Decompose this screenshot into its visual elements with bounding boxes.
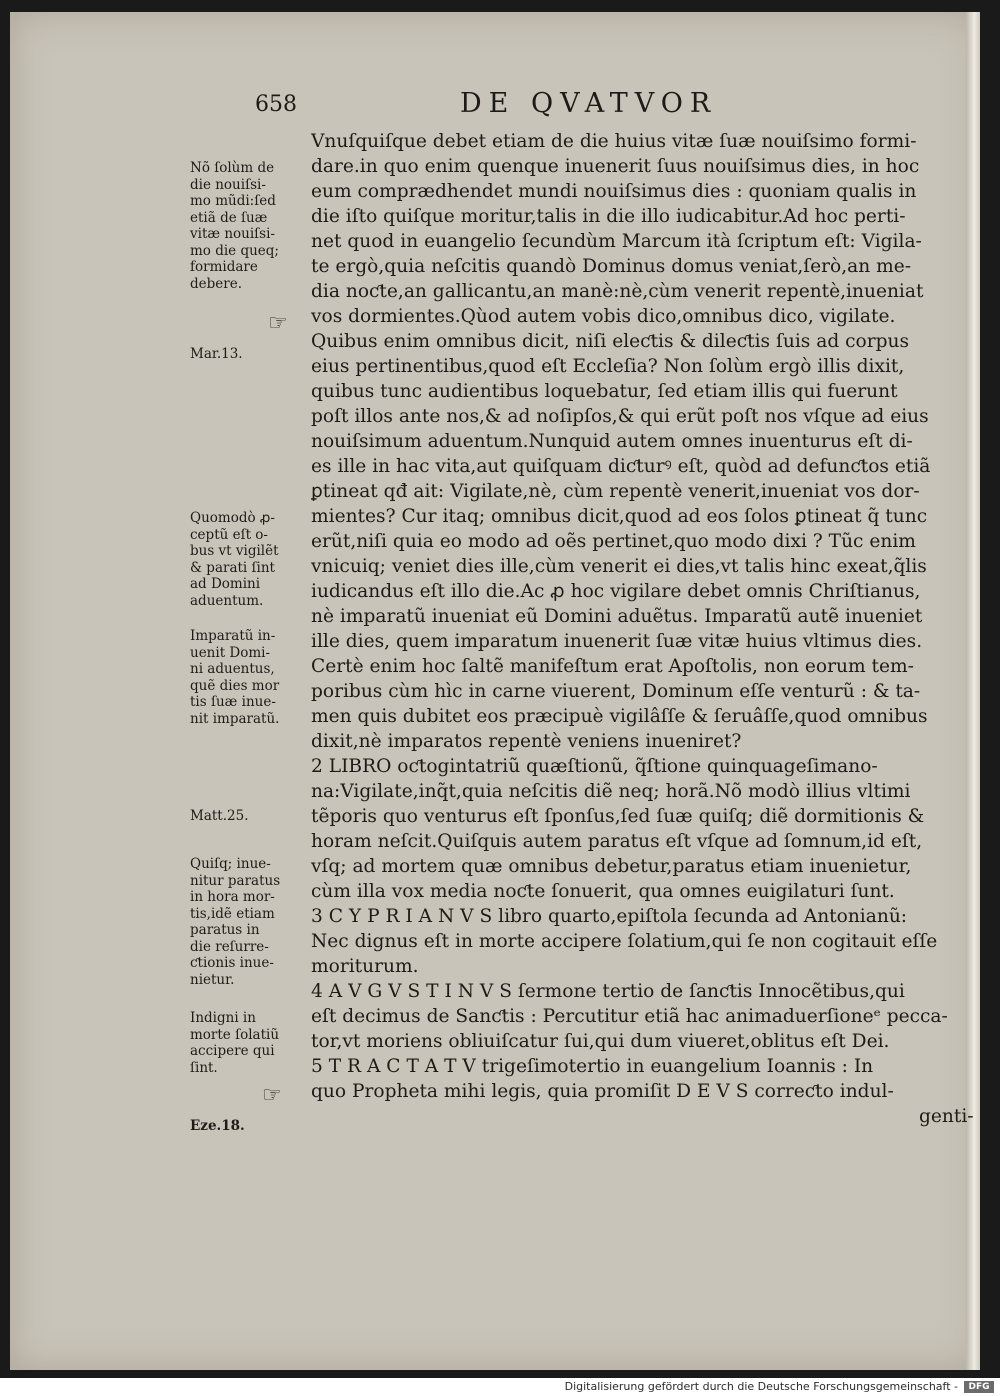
text-line: dixit,nè imparatos repentè veniens inueniret?	[311, 731, 742, 752]
text-line: na:Vigilate,inq̃t,quia neſcitis diẽ neq; horã.Nõ modò illius vltimi	[311, 781, 911, 802]
main-text	[311, 130, 979, 1180]
text-line: 4 A V G V S T I N V S ſermone tertio de ſanƈtis Innocẽtibus,qui	[311, 981, 905, 1002]
margin-notes	[190, 150, 308, 1150]
text-line: Certè enim hoc ſaltẽ manifeſtum erat Apoſtolis, non eorum tem-	[311, 656, 914, 677]
text-line: vſq; ad mortem quæ omnibus debetur,paratus etiam inuenietur,	[311, 856, 912, 877]
text-line: horam neſcit.Quiſquis autem paratus eſt vſque ad ſomnum,id eſt,	[311, 831, 923, 852]
page-header	[255, 88, 810, 124]
text-line: Vnuſquiſque debet etiam de die huius vitæ ſuæ nouiſsimo formi-	[311, 131, 917, 152]
margin-note: Indigni in morte ſolatiũ accipere qui ſint.	[190, 1010, 280, 1076]
text-line: mientes? Cur itaq; omnibus dicit,quod ad eos ſolos ꝑtineat q̃ tunc	[311, 506, 928, 527]
margin-reference: Matt.25.	[190, 808, 249, 824]
catchword: genti-	[919, 1106, 974, 1127]
footer-credit: Digitalisierung gefördert durch die Deutsche Forschungsgemeinschaft -	[564, 1380, 958, 1393]
text-line: te ergò,quia neſcitis quandò Dominus domus veniat,ſerò,an me-	[311, 256, 912, 277]
text-line: die iſto quiſque moritur,talis in die illo iudicabitur.Ad hoc perti-	[311, 206, 906, 227]
text-line: men quis dubitet eos præcipuè vigilâſſe & ſeruâſſe,quod omnibus	[311, 706, 928, 727]
text-line: ille dies, quem imparatum inuenerit ſuæ vitæ huius vltimus dies.	[311, 631, 923, 652]
text-line: poſt illos ante nos,& ad noſipſos,& qui erũt poſt nos vſque ad eius	[311, 406, 929, 427]
text-line: eius pertinentibus,quod eſt Eccleſia? Non ſolùm ergò illis dixit,	[311, 356, 905, 377]
text-line: quo Propheta mihi legis, quia promiſit D E V S correƈto indul-	[311, 1081, 894, 1102]
text-line: moriturum.	[311, 956, 419, 977]
text-line: vos dormientes.Qùod autem vobis dico,omnibus dico, vigilate.	[311, 306, 896, 327]
running-head: DE QVATVOR	[460, 88, 718, 119]
text-line: 3 C Y P R I A N V S libro quarto,epiſtola ſecunda ad Antonianũ:	[311, 906, 908, 927]
text-line: Nec dignus eſt in morte accipere ſolatium,qui ſe non cogitauit eſſe	[311, 931, 938, 952]
margin-note: Quiſq; inue- nitur paratus in hora mor- tis,idẽ etiam paratus in die reſurre- ƈtionis inue- nietur.	[190, 856, 281, 988]
text-line: dare.in quo enim quenque inuenerit ſuus nouiſsimus dies, in hoc	[311, 156, 920, 177]
text-line: tor,vt moriens obliuiſcatur ſui,qui dum viueret,oblitus eſt Dei.	[311, 1031, 890, 1052]
digitization-footer	[0, 1378, 1000, 1396]
margin-note: Nõ ſolùm de die nouiſsi- mo mũdi:ſed etiã de ſuæ vitæ nouiſsi- mo die queq; formidare debere.	[190, 160, 279, 292]
text-line: dia noƈte,an gallicantu,an manè:nè,cùm venerit repentè,inueniat	[311, 281, 924, 302]
margin-note: Quomodò ꝓ- ceptũ eſt o- bus vt vigilẽt & parati ſint ad Domini aduentum.	[190, 510, 279, 609]
text-line: poribus cùm hìc in carne viuerent, Dominum eſſe venturũ : & ta-	[311, 681, 921, 702]
pointing-hand-icon: ☞	[268, 311, 288, 336]
text-line: quibus tunc audientibus loquebatur, ſed etiam illis qui fuerunt	[311, 381, 898, 402]
text-line: iudicandus eſt illo die.Ac ꝓ hoc vigilare debet omnis Chriſtianus,	[311, 581, 921, 602]
text-line: ꝑtineat qđ ait: Vigilate,nè, cùm repentè venerit,inueniat vos dor-	[311, 481, 920, 502]
text-line: nouiſsimum aduentum.Nunquid autem omnes inuenturus eſt di-	[311, 431, 913, 452]
page-number: 658	[255, 92, 297, 117]
pointing-hand-icon: ☞	[262, 1083, 282, 1108]
text-line: net quod in euangelio ſecundùm Marcum ità ſcriptum eſt: Vigila-	[311, 231, 922, 252]
text-line: 5 T R A C T A T V trigeſimotertio in euangelium Ioannis : In	[311, 1056, 874, 1077]
margin-reference: Eze.18.	[190, 1118, 245, 1134]
text-line: nè imparatũ inueniat eũ Domini aduẽtus. Imparatũ autẽ inueniet	[311, 606, 923, 627]
margin-note: Imparatũ in- uenit Domi- ni aduentus, quẽ dies mor tis ſuæ inue- nit imparatũ.	[190, 628, 280, 727]
margin-reference: Mar.13.	[190, 346, 243, 362]
text-line: eſt decimus de Sanƈtis : Percutitur etiã hac animaduerſioneᵉ pecca-	[311, 1006, 948, 1027]
dfg-logo: DFG	[964, 1381, 994, 1393]
text-line: Quibus enim omnibus dicit, niſi eleƈtis & dileƈtis ſuis ad corpus	[311, 331, 910, 352]
text-line: erũt,niſi quia eo modo ad oẽs pertinet,quo modo dixi ? Tũc enim	[311, 531, 916, 552]
text-line: es ille in hac vita,aut quiſquam diƈturꝰ eſt, quòd ad defunƈtos etiã	[311, 456, 931, 477]
text-line: eum comprædhendet mundi nouiſsimus dies : quoniam qualis in	[311, 181, 917, 202]
text-line: cùm illa vox media noƈte ſonuerit, qua omnes euigilaturi ſunt.	[311, 881, 895, 902]
text-line: tẽporis quo venturus eſt ſponſus,ſed ſuæ quiſq; diẽ dormitionis &	[311, 806, 925, 827]
text-line: 2 LIBRO oƈtogintatriũ quæſtionũ, q̃ſtione quinquageſimano-	[311, 756, 878, 777]
text-line: vnicuiq; veniet dies ille,cùm venerit ei dies,vt talis hinc exeat,q̃lis	[311, 556, 927, 577]
